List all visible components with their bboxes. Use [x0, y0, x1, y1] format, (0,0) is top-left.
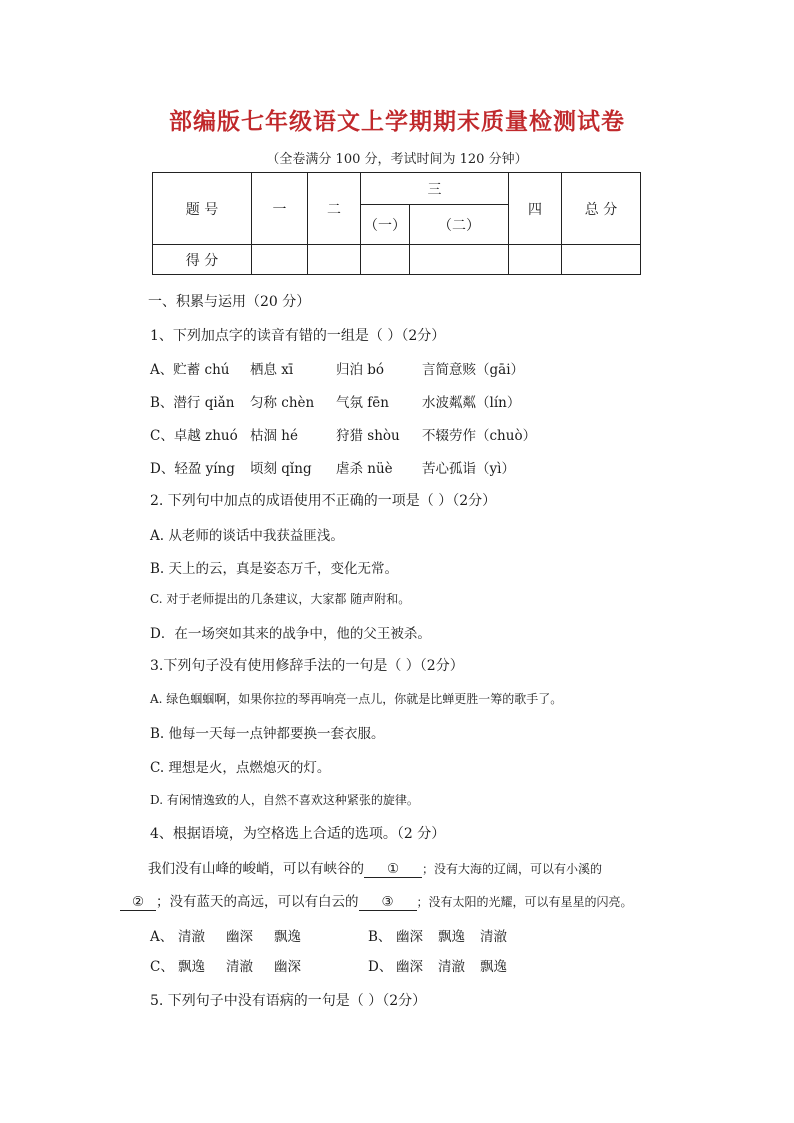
col-3b: （二）	[410, 205, 509, 245]
question-4-passage-line-2	[120, 890, 633, 911]
score-cell[interactable]	[562, 245, 641, 275]
question-3-stem: 3.下列句子没有使用修辞手法的一句是（ ）（2分）	[150, 658, 464, 674]
option-term: 归泊 bó	[336, 362, 385, 378]
question-3-option-a: A. 绿色蝈蝈啊，如果你拉的琴再响亮一点儿，你就是比蝉更胜一筹的歌手了。	[150, 692, 563, 706]
question-4-options-row-2	[150, 955, 507, 975]
option-word: 清澈	[226, 959, 253, 975]
option-term: 水波粼粼（lín）	[422, 395, 521, 411]
question-3-option-c: C. 理想是火，点燃熄灭的灯。	[150, 760, 331, 776]
option-term: 枯涸 hé	[250, 428, 298, 444]
question-1-option-d	[150, 457, 515, 477]
score-cell[interactable]	[252, 245, 308, 275]
col-4: 四	[509, 173, 562, 245]
option-word: 幽深	[396, 959, 423, 975]
option-term: 气氛 fēn	[336, 395, 389, 411]
exam-info: （全卷满分 100 分，考试时间为 120 分钟）	[266, 152, 528, 167]
question-3-option-b: B. 他每一天每一点钟都要换一套衣服。	[150, 726, 385, 742]
option-term: 匀称 chèn	[250, 395, 315, 411]
score-cell[interactable]	[509, 245, 562, 275]
option-letter: D、	[368, 959, 393, 975]
col-3: 三	[361, 173, 509, 205]
option-word: 清澈	[480, 929, 507, 945]
option-term: A、贮蓄 chú	[150, 362, 230, 378]
col-2: 二	[308, 173, 361, 245]
option-word: 飘逸	[480, 959, 507, 975]
passage-text: ；没有大海的辽阔，可以有小溪的	[422, 862, 603, 876]
score-cell[interactable]	[410, 245, 509, 275]
option-word: 飘逸	[274, 929, 301, 945]
blank-1[interactable]: ①	[364, 861, 422, 878]
option-word: 幽深	[226, 929, 253, 945]
question-4-passage-line-1	[148, 857, 602, 878]
question-1-option-a	[150, 358, 524, 378]
score-label: 得 分	[153, 245, 252, 275]
option-term: 栖息 xī	[250, 362, 294, 378]
col-3a: （一）	[361, 205, 410, 245]
passage-text: 我们没有山峰的峻峭，可以有峡谷的	[148, 861, 364, 877]
page-title: 部编版七年级语文上学期期末质量检测试卷	[169, 109, 625, 135]
option-word: 飘逸	[178, 959, 205, 975]
question-4-stem: 4、根据语境，为空格选上合适的选项。（2 分）	[150, 826, 446, 842]
option-word: 清澈	[438, 959, 465, 975]
blank-3[interactable]: ③	[359, 894, 417, 911]
score-cell[interactable]	[361, 245, 410, 275]
score-cell[interactable]	[308, 245, 361, 275]
option-letter: B、	[368, 929, 392, 945]
option-term: 虐杀 nüè	[336, 461, 393, 477]
question-3-option-d: D. 有闲情逸致的人，自然不喜欢这种紧张的旋律。	[150, 793, 419, 807]
option-term: 狩猎 shòu	[336, 428, 400, 444]
passage-text: ；没有太阳的光耀，可以有星星的闪亮。	[416, 895, 633, 909]
option-word: 清澈	[178, 929, 205, 945]
option-letter: A、	[150, 929, 174, 945]
question-1-option-b	[150, 391, 520, 411]
question-1-stem: 1、下列加点字的读音有错的一组是（ ）（2分）	[150, 328, 446, 344]
option-term: D、轻盈 yíng	[150, 461, 235, 477]
question-2-option-b: B. 天上的云，真是姿态万千，变化无常。	[150, 561, 399, 577]
col-1: 一	[252, 173, 308, 245]
passage-text: ；没有蓝天的高远，可以有白云的	[156, 894, 359, 910]
total-label: 总 分	[562, 173, 641, 245]
option-word: 幽深	[274, 959, 301, 975]
option-word: 飘逸	[438, 929, 465, 945]
header-label: 题 号	[153, 173, 252, 245]
question-5-stem: 5. 下列句子中没有语病的一句是（ ）（2分）	[150, 993, 427, 1009]
question-2-option-d: D．在一场突如其来的战争中，他的父王被杀。	[150, 626, 431, 642]
question-2-stem: 2. 下列句中加点的成语使用不正确的一项是（ ）（2分）	[150, 493, 497, 509]
option-word: 幽深	[396, 929, 423, 945]
option-term: 苦心孤诣（yì）	[422, 461, 515, 477]
option-term: 言简意赅（gāi）	[422, 362, 525, 378]
question-2-option-a: A. 从老师的谈话中我获益匪浅。	[150, 528, 344, 544]
section-heading: 一、积累与运用（20 分）	[148, 294, 311, 310]
question-2-option-c: C. 对于老师提出的几条建议，大家都 随声附和。	[150, 592, 411, 606]
option-term: 顷刻 qǐng	[250, 461, 312, 477]
score-table	[152, 172, 641, 275]
option-letter: C、	[150, 959, 174, 975]
option-term: B、潜行 qiǎn	[150, 395, 235, 411]
blank-2[interactable]: ②	[120, 894, 156, 911]
option-term: 不辍劳作（chuò）	[422, 428, 537, 444]
question-1-option-c	[150, 424, 536, 444]
option-term: C、卓越 zhuó	[150, 428, 238, 444]
question-4-options-row-1	[150, 925, 507, 945]
